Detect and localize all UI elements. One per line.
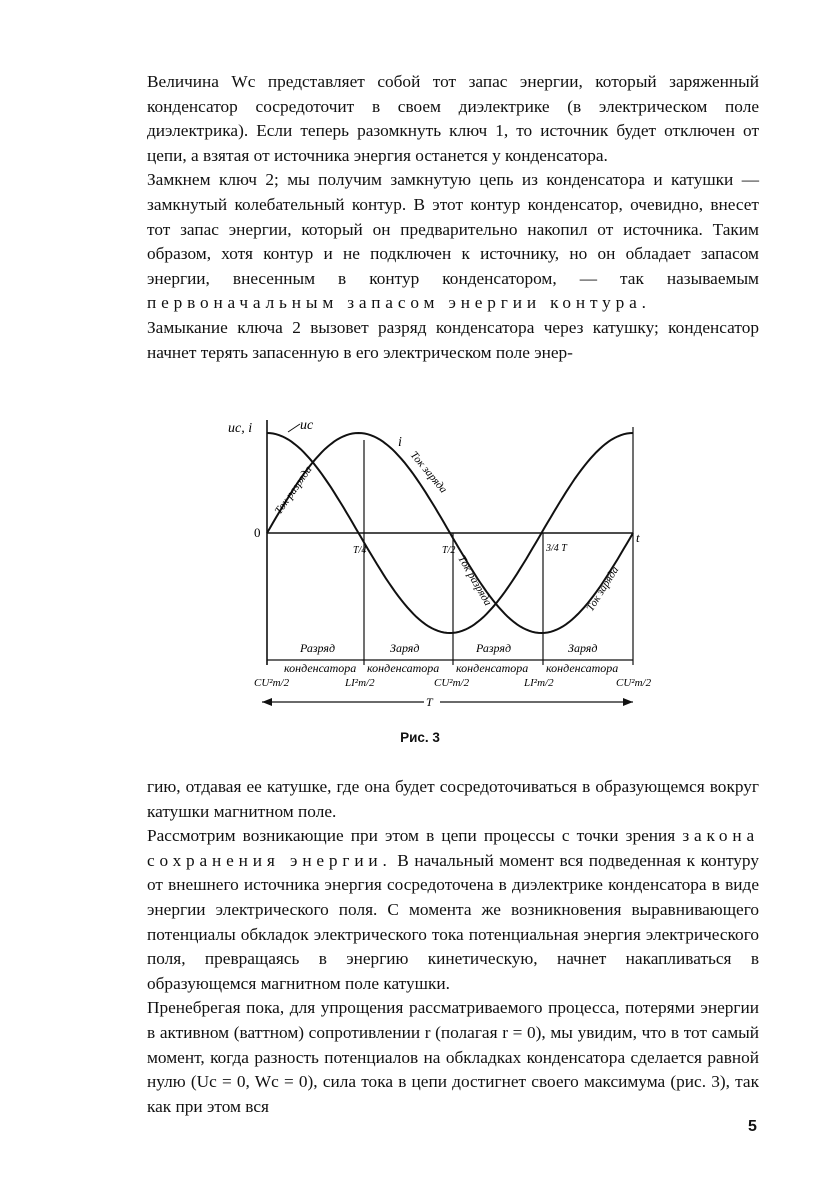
y-axis-label: uc, i [228,421,253,436]
paragraph-5 [147,824,759,996]
tick-t2 [442,545,455,556]
tick-t4 [353,545,366,556]
phase-bottom-2: конденсатора [367,661,440,675]
paragraph-5-spaced: закона сохранения энергии. [147,826,759,870]
page-number: 5 [748,1118,757,1135]
text-block-bottom [147,775,759,1119]
current-label-4: Ток заряда [584,564,622,614]
paragraph-5-text-a: Рассмотрим возникающие при этом в цепи процессы с точки зрения [147,826,676,846]
curve-i-label: i [398,435,402,450]
tick-3t4 [545,543,568,554]
energy-label-5: CU²m/2 [616,677,652,689]
current-label-2: Ток заряда [407,449,450,496]
period-arrow-right [623,698,633,706]
energy-label-2: LI²m/2 [345,677,375,689]
current-label-1: Ток разряда [272,464,315,517]
paragraph-5-text-c: В начальный момент вся подведенная к контуру от внешнего источника энергия сосредоточена в диэлектрике конденсатора в виде энергии электрического поля. С момента же возникновения выравнивающего потенциалы обкладок электрического тока потенциальная энергия электрического поля, превращаясь в энергию кинетическую, начнет накапливаться в образующемся магнитном поле катушки. [147,850,759,993]
tick-3t4-label: 3/4 T [546,543,567,554]
phase-bottom-4: конденсатора [546,661,619,675]
text-block-top [147,70,759,365]
current-label-3: Ток разряда [455,553,494,608]
period-arrow-left [262,698,272,706]
energy-label-1: CU²m/2 [254,677,290,689]
paragraph-4: гию, отдавая ее катушке, где она будет сосредоточиваться в образующемся вокруг катушки магнитном поле. [147,777,759,821]
paragraph-2-spaced: первоначальным запасом энергии контура. [147,293,651,313]
period-label: T [426,695,433,709]
paragraph-6: Пренебрегая пока, для упрощения рассматриваемого процесса, потерями энергии в активном (ваттном) сопротивлении r (полагая r = 0), мы увидим, что в тот самый момент, когда разность потенциалов на обкладках конденсатора сделается равной нулю (Uc = 0, Wc = 0), сила тока в цепи достигнет своего максимума (рис. 3), так как при этом вся [147,998,759,1116]
phase-top-2: Заряд [390,641,420,655]
tick-t2-label: T/2 [442,545,456,556]
figure-caption: Рис. 3 [400,730,440,745]
phase-top-3: Разряд [476,641,512,655]
origin-label: 0 [254,525,261,540]
phase-bottom-3: конденсатора [456,661,529,675]
curve-uc-label: uc [300,418,314,433]
phase-top-4: Заряд [568,641,598,655]
figure-3-diagram [0,395,840,715]
tick-t4-label: T/4 [353,545,367,556]
phase-bottom-1: конденсатора [284,661,357,675]
energy-label-4: LI²m/2 [524,677,554,689]
paragraph-2 [147,168,759,316]
t-axis-label: t [636,530,640,545]
paragraph-2-text: Замкнем ключ 2; мы получим замкнутую цепь из конденсатора и катушки — замкнутый колебательный контур. В этот контур конденсатор, очевидно, внесет тот запас энергии, который он предварительно накопил от источника. Таким образом, хотя контур и не подключен к источнику, но он обладает запасом энергии, внесенным в контур конденсатором, — так называемым [147,170,759,288]
phase-top-1: Разряд [300,641,336,655]
paragraph-3: Замыкание ключа 2 вызовет разряд конденсатора через катушку; конденсатор начнет терять запасенную в его электрическом поле энер- [147,317,759,362]
paragraph-1: Величина Wc представляет собой тот запас энергии, который заряженный конденсатор сосредоточит в своем диэлектрике (в электрическом поле диэлектрика). Если теперь разомкнуть ключ 1, то источник будет отключен от цепи, а взятая от источника энергия останется у конденсатора. [147,72,759,165]
energy-label-3: CU²m/2 [434,677,470,689]
uc-leader [288,424,300,432]
